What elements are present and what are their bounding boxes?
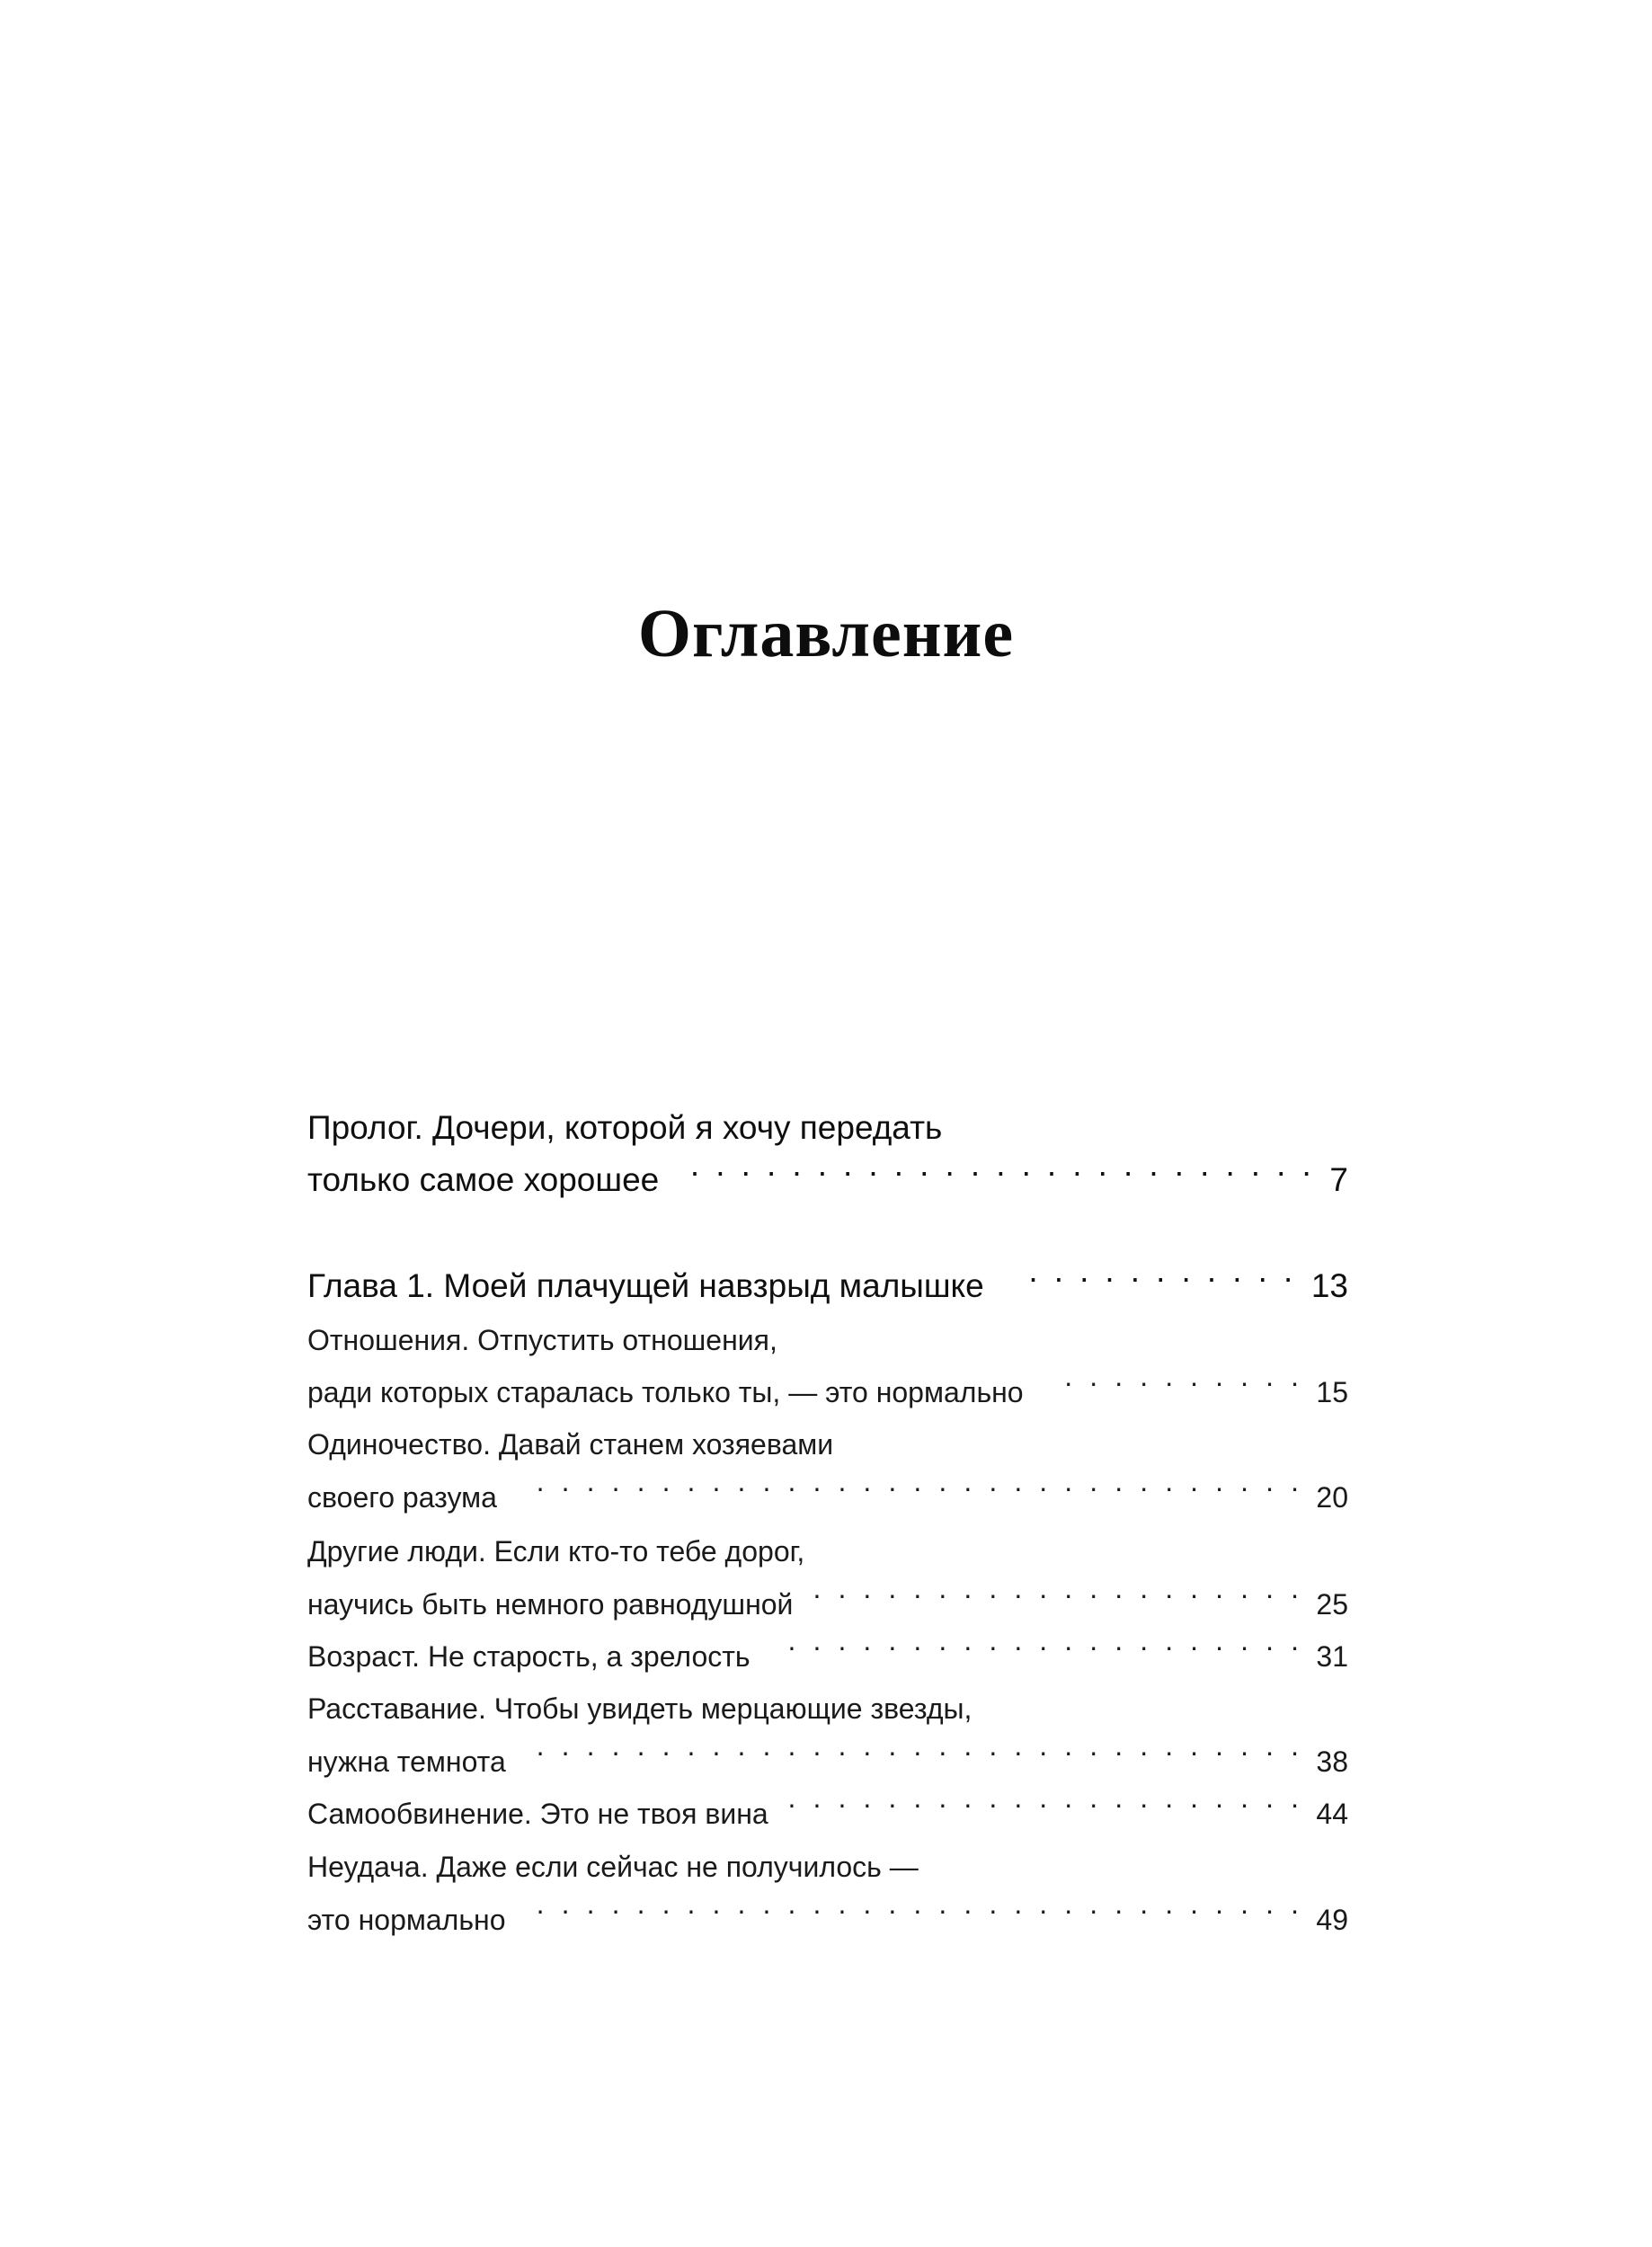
page-number: 49 [1316,1904,1348,1936]
page-number: 25 [1316,1588,1348,1621]
toc-entry-prolog[interactable] [307,1154,1348,1206]
toc-entry-text: ради которых старалась только ты, — это нормально [307,1376,1024,1408]
toc-entry-text: Неудача. Даже если сейчас не получилось — [307,1851,919,1883]
toc-section-age[interactable] [307,1630,1348,1683]
dot-leader [814,1585,1301,1614]
toc-section-parting[interactable] [307,1736,1348,1788]
dot-leader [1045,1373,1302,1402]
page-number: 44 [1316,1798,1348,1830]
dot-leader [528,1743,1302,1772]
dot-leader [684,1158,1313,1191]
toc-entry-text: Другие люди. Если кто-то тебе дорог, [307,1535,805,1568]
page-number: 20 [1316,1481,1348,1514]
toc-entry-text: нужна темнота [307,1745,506,1778]
toc-entry-text: Глава 1. Моей плачущей навзрыд малышке [307,1267,984,1304]
toc-entry-text: Возраст. Не старость, а зрелость [307,1640,751,1673]
toc-section-loneliness[interactable] [307,1471,1348,1523]
toc-section-relationships[interactable] [307,1366,1348,1418]
toc-section-relationships-line1 [307,1314,1348,1366]
toc-entry-text: Одиночество. Давай станем хозяевами [307,1428,834,1461]
page-number: 31 [1316,1640,1348,1673]
toc-section-loneliness-line1 [307,1418,1348,1470]
dot-leader [519,1479,1302,1507]
toc-section-other-people[interactable] [307,1578,1348,1630]
toc-entry-text: только самое хорошее [307,1161,660,1198]
toc-entry-text: Расставание. Чтобы увидеть мерцающие звезды, [307,1692,973,1725]
toc-section-other-people-line1 [307,1525,1348,1577]
toc-entry-text: научись быть немного равнодушной [307,1588,794,1621]
dot-leader [790,1795,1302,1824]
toc-entry-text: Самообвинение. Это не твоя вина [307,1798,768,1830]
dot-leader [772,1638,1302,1666]
toc-section-self-blame[interactable] [307,1788,1348,1840]
toc-section-failure[interactable] [307,1894,1348,1946]
toc-entry-chapter-1[interactable] [307,1260,1348,1312]
dot-leader [1009,1264,1295,1297]
page-number: 15 [1316,1376,1348,1408]
toc-section-failure-line1 [307,1841,1348,1893]
page-number: 7 [1329,1161,1348,1198]
toc-entry-text: своего разума [307,1481,497,1514]
page-number: 13 [1310,1267,1348,1304]
page-title: Оглавление [637,596,1015,671]
toc-section-parting-line1 [307,1683,1348,1735]
toc-entry-text: это нормально [307,1904,506,1936]
toc-entry-text: Отношения. Отпустить отношения, [307,1324,777,1356]
dot-leader [527,1901,1301,1930]
toc-entry-text: Пролог. Дочери, которой я хочу передать [307,1109,943,1146]
toc-entry-prolog-line1 [307,1102,1348,1154]
page-number: 38 [1316,1745,1348,1778]
